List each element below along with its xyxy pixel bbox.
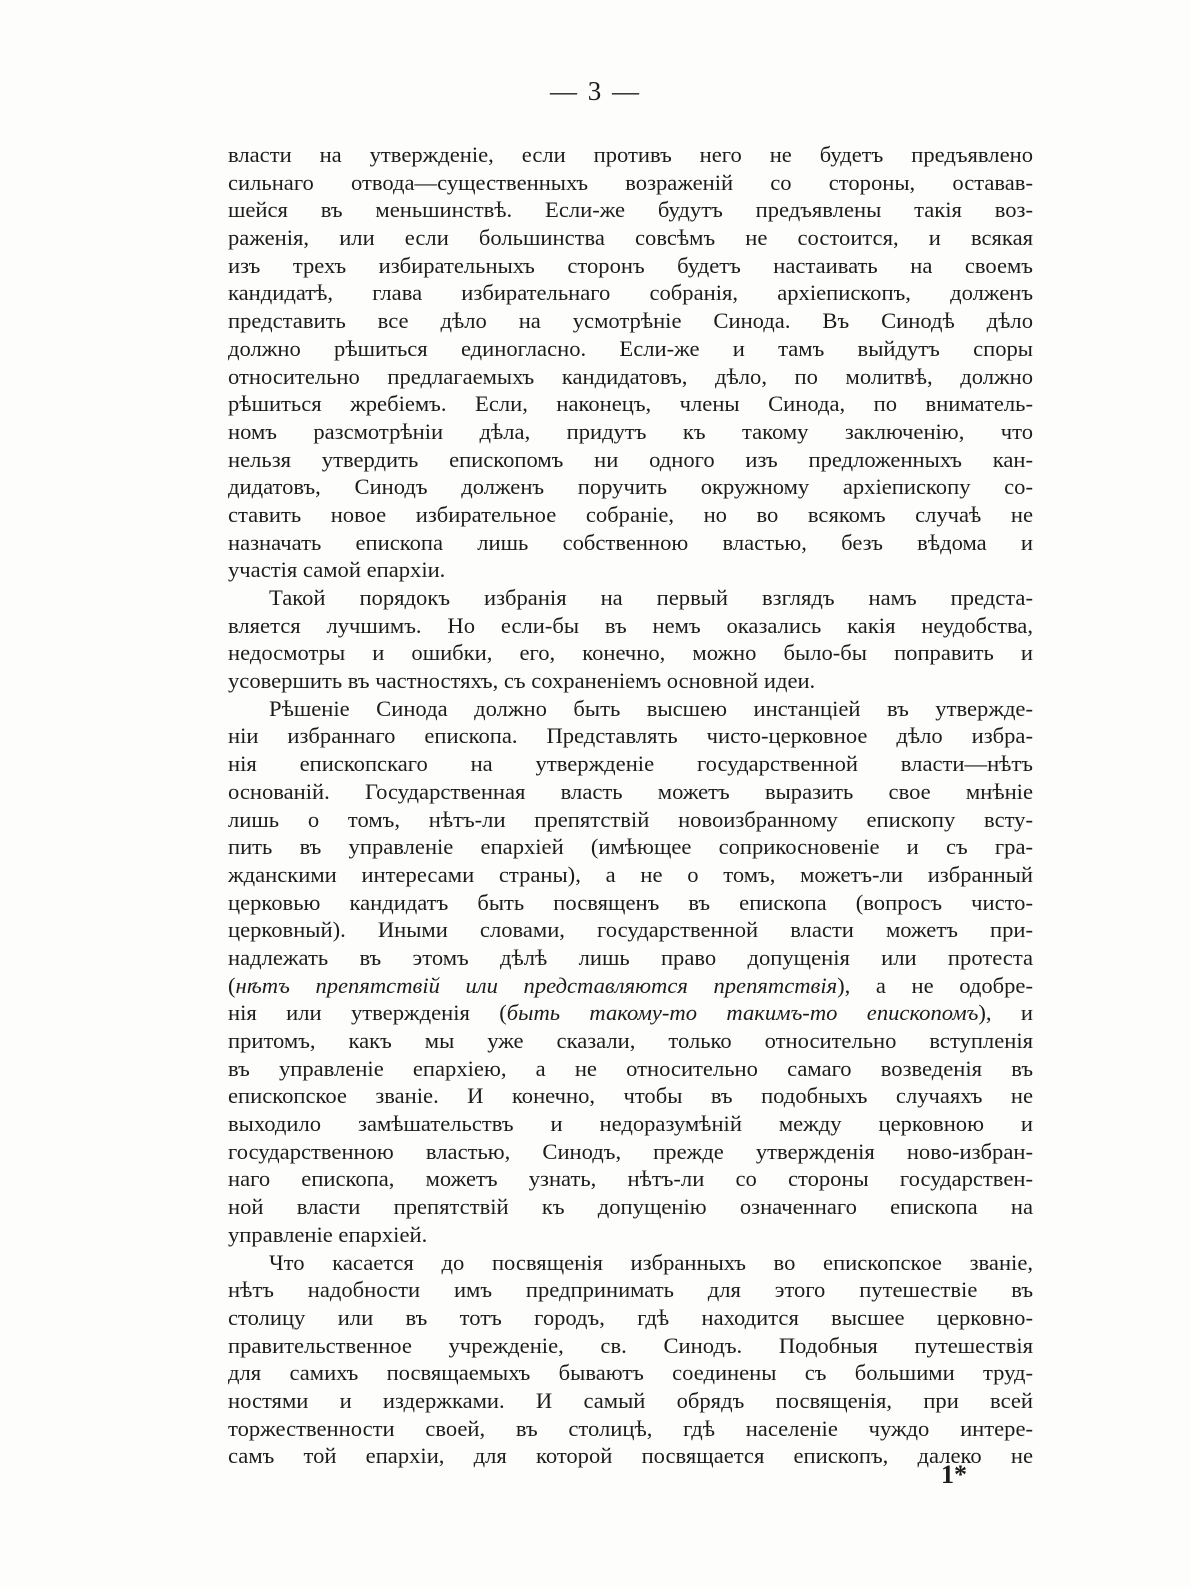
text-line: выходило замѣшательствъ и недоразумѣній между церковною и [228, 1111, 1033, 1137]
text-line: жданскими интересами страны), а не о томъ, можетъ-ли избранный [228, 861, 1033, 887]
text-segment: нія или утвержденія ( [228, 1000, 507, 1026]
text-line: Такой порядокъ избранія на первый взглядъ намъ предста- [269, 585, 1033, 610]
text-line: усовершить въ частностяхъ, съ сохраненіемъ основной идеи. [228, 668, 816, 694]
text-line: надлежать въ этомъ дѣлѣ лишь право допущенія или протеста [228, 944, 1033, 970]
text-line: притомъ, какъ мы уже сказали, только относительно вступленія [228, 1028, 1033, 1053]
text-segment: ), и [978, 1000, 1033, 1026]
text-line: лишь о томъ, нѣтъ-ли препятствій новоизбранному епископу всту- [228, 806, 1033, 832]
text-line: нія епископскаго на утвержденіе государственной власти—нѣтъ [228, 751, 1033, 777]
text-line: вляется лучшимъ. Но если-бы въ немъ оказались какія неудобства, [228, 612, 1033, 638]
text-line: недосмотры и ошибки, его, конечно, можно было-бы поправить и [228, 640, 1033, 666]
text-line: власти на утвержденіе, если противъ него не будетъ предъявлено [228, 142, 1033, 167]
text-line [228, 972, 1033, 1000]
text-line: дидатовъ, Синодъ долженъ поручить окружному архіепископу со- [228, 474, 1033, 500]
text-line: самъ той епархіи, для которой посвящается епископъ, далеко не [228, 1443, 1033, 1469]
text-line: правительственное учрежденіе, св. Синодъ. Подобныя путешествія [228, 1332, 1033, 1358]
text-line: для самихъ посвящаемыхъ бываютъ соединены съ большими труд- [228, 1360, 1033, 1386]
text-segment: ), а не одобре- [837, 972, 1033, 998]
text-line: Рѣшеніе Синода должно быть высшею инстанціей въ утвержде- [269, 695, 1033, 721]
text-line: шейся въ меньшинствѣ. Если-же будутъ предъявлены такія воз- [228, 197, 1033, 223]
text-line: представить все дѣло на усмотрѣніе Синода. Въ Синодѣ дѣло [228, 308, 1033, 334]
text-line: епископское званіе. И конечно, чтобы въ подобныхъ случаяхъ не [228, 1083, 1033, 1109]
text-line: относительно предлагаемыхъ кандидатовъ, дѣло, по молитвѣ, должно [228, 363, 1033, 389]
signature-mark: 1* [941, 1460, 967, 1489]
text-line: пить въ управленіе епархіей (имѣющее соприкосновеніе и съ гра- [228, 834, 1033, 860]
text-line: номъ разсмотрѣніи дѣла, придутъ къ такому заключенію, что [228, 418, 1033, 444]
text-line: кандидатѣ, глава избирательнаго собранія, архіепископъ, долженъ [228, 280, 1033, 306]
text-line: рѣшиться жребіемъ. Если, наконецъ, члены Синода, по вниматель- [228, 391, 1033, 417]
text-line: нѣтъ надобности имъ предпринимать для этого путешествіе въ [228, 1277, 1033, 1303]
text-line: церковный). Иными словами, государственной власти можетъ при- [228, 917, 1033, 943]
text-line: церковью кандидатъ быть посвященъ въ епископа (вопросъ чисто- [228, 889, 1033, 915]
text-line: наго епископа, можетъ узнать, нѣтъ-ли со стороны государствен- [228, 1166, 1033, 1192]
text-line: ставить новое избирательное собраніе, но во всякомъ случаѣ не [228, 501, 1033, 527]
text-line [228, 999, 1033, 1027]
text-line: раженія, или если большинства совсѣмъ не состоится, и всякая [228, 225, 1033, 251]
text-line: ной власти препятствій къ допущенію означеннаго епископа на [228, 1194, 1033, 1220]
italic-phrase: нѣтъ препятствій или представляются препятствія [235, 972, 838, 998]
text-line: основаній. Государственная власть можетъ выразить свое мнѣніе [228, 778, 1033, 804]
text-line: сильнаго отвода—существенныхъ возраженій со стороны, оставав- [228, 169, 1033, 195]
body-text [228, 141, 1033, 1470]
text-line: должно рѣшиться единогласно. Если-же и тамъ выйдутъ споры [228, 335, 1033, 361]
text-line: въ управленіе епархіею, а не относительно самаго возведенія въ [228, 1055, 1033, 1081]
text-line: столицу или въ тотъ городъ, гдѣ находится высшее церковно- [228, 1304, 1033, 1330]
page-number: — 3 — [550, 76, 641, 106]
text-line: торжественности своей, въ столицѣ, гдѣ населеніе чуждо интере- [228, 1415, 1033, 1441]
text-line: государственною властью, Синодъ, прежде утвержденія ново-избран- [228, 1138, 1033, 1164]
text-line: нельзя утвердить епископомъ ни одного изъ предложенныхъ кан- [228, 446, 1033, 472]
text-line: управленіе епархіей. [228, 1221, 428, 1247]
text-line: Что касается до посвященія избранныхъ во епископское званіе, [269, 1249, 1033, 1275]
text-segment: ( [228, 972, 236, 998]
text-line: ностями и издержками. И самый обрядъ посвященія, при всей [228, 1387, 1033, 1413]
text-line: назначать епископа лишь собственною властью, безъ вѣдома и [228, 529, 1033, 555]
text-line: изъ трехъ избирательныхъ сторонъ будетъ настаивать на своемъ [228, 252, 1033, 278]
text-line: участія самой епархіи. [228, 557, 446, 583]
italic-phrase: быть такому-то такимъ-то епископомъ [506, 1000, 979, 1026]
text-line: ніи избраннаго епископа. Представлять чисто-церковное дѣло избра- [228, 723, 1033, 749]
